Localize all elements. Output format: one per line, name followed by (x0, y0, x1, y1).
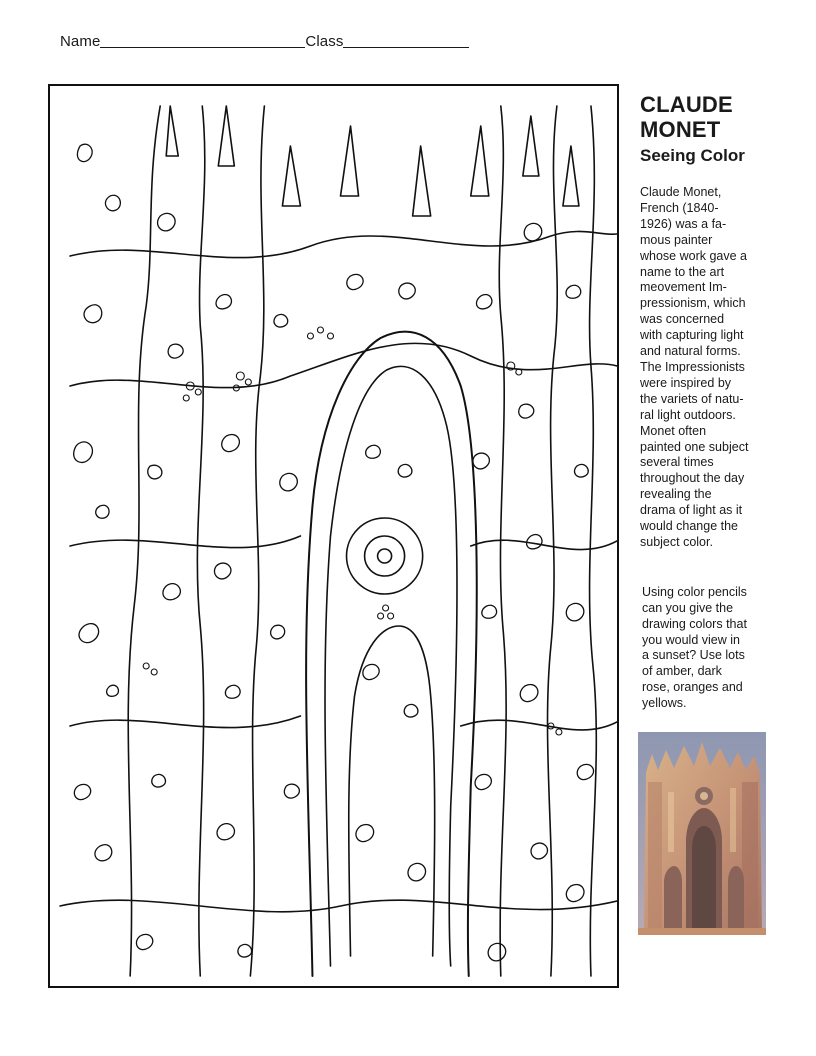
painting-thumbnail (638, 732, 766, 935)
title-line-2: MONET (640, 117, 721, 142)
biography-paragraph: Claude Monet, French (1840- 1926) was a fa- mous painter whose work gave a name to the art meovement Im- pressionism, which was concerned with capturing light and natural forms. The Impressionists were inspired by the variets of natu- ral light outdoors. Monet often painted one subject several times throughout the day revealing the drama of light as it would change the subject color. (640, 185, 749, 549)
page-title (640, 92, 770, 142)
monet-cathedral-painting-image (638, 732, 766, 935)
instructions-paragraph: Using color pencils can you give the drawing colors that you would view in a sunset? Use lots of amber, dark rose, oranges and yellows. (642, 584, 747, 711)
cathedral-line-drawing (50, 86, 617, 986)
coloring-drawing-frame (48, 84, 619, 988)
subtitle: Seeing Color (640, 146, 745, 165)
name-class-line (60, 33, 469, 50)
name-blank[interactable] (100, 33, 305, 48)
info-column (640, 92, 770, 712)
name-label: Name (60, 33, 101, 50)
class-blank[interactable] (343, 33, 469, 48)
title-line-1: CLAUDE (640, 92, 733, 117)
class-label: Class (305, 33, 344, 50)
